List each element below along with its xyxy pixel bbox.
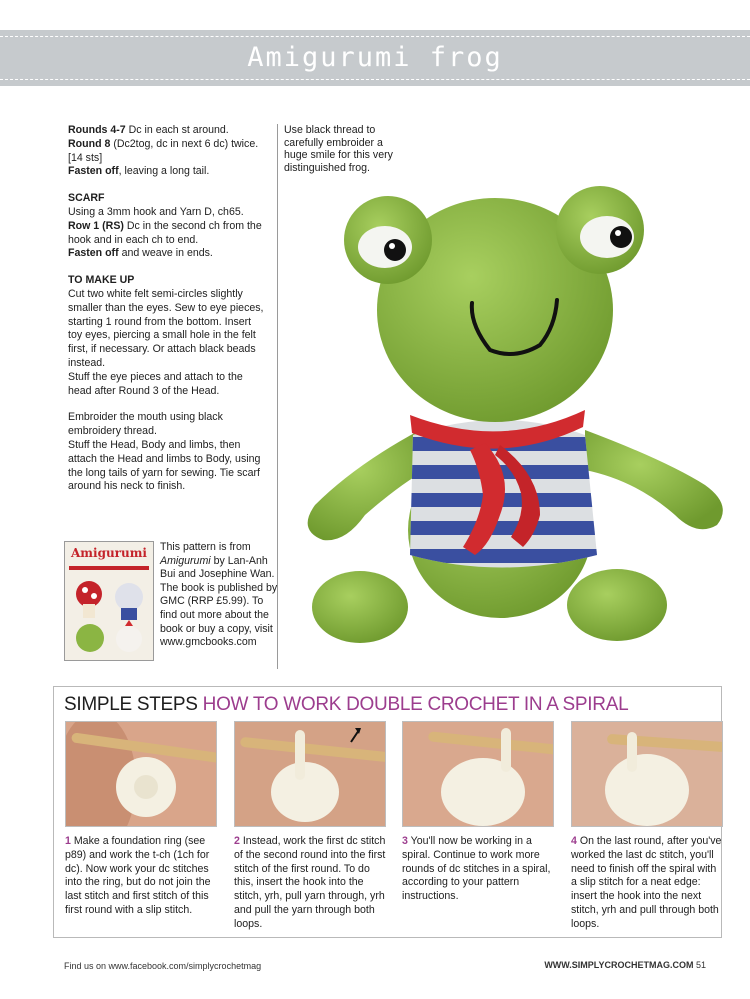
step-1-photo [65, 721, 217, 827]
footer-site-url: WWW.SIMPLYCROCHETMAG.COM [544, 960, 694, 970]
simple-steps-panel [53, 686, 722, 938]
scarf-block [68, 192, 268, 261]
step-3 [402, 721, 554, 904]
step-3-illustration [403, 722, 553, 826]
round-label: Fasten off [68, 165, 119, 178]
step-2-number: 2 [234, 835, 240, 847]
step-2 [234, 721, 386, 932]
makeup-heading: TO MAKE UP [68, 274, 135, 287]
round-label: Round 8 [68, 137, 111, 150]
book-cover-art [65, 542, 153, 660]
step-2-photo [234, 721, 386, 827]
frog-photo [285, 175, 735, 670]
title-stripe-top [0, 36, 750, 37]
step-2-text [234, 835, 386, 932]
scarf-row-label: Row 1 (RS) [68, 219, 124, 232]
book-note-post: by Lan-Anh Bui and Josephine Wan. The book is published by GMC (RRP £5.99). To find out more about the book or buy a copy, visit www.gmcbooks.com [160, 554, 278, 649]
step-2-illustration [235, 722, 385, 826]
steps-heading-title: HOW TO WORK DOUBLE CROCHET IN A SPIRAL [202, 694, 629, 715]
round-text: Dc in each st around. [125, 124, 229, 136]
photo-caption: Use black thread to carefully embroider a huge smile for this very distinguished frog. [284, 124, 393, 174]
scarf-row-text: Dc in the second ch from the hook and in each ch to end. [68, 219, 262, 246]
step-4-body: On the last round, after you've worked the last dc stitch, you'll need to finish off the spiral with a slip stitch for a neat edge: insert the hook into the next stitch, yrh and pull through both loops. [571, 835, 722, 930]
book-note-pre: This pattern is from [160, 541, 251, 553]
scarf-fasten-text: and weave in ends. [118, 247, 213, 260]
step-4-number: 4 [571, 835, 577, 847]
step-3-text [402, 835, 554, 904]
page-title: Amigurumi frog [247, 42, 503, 73]
step-2-body: Instead, work the first dc stitch of the second round into the first stitch of the first round. To do this, insert the hook into the stitch, yrh, pull yarn through, yrh and pull the yarn through both loops. [234, 835, 386, 930]
makeup-p1: Cut two white felt semi-circles slightly smaller than the eyes. Sew to eye pieces, starting 1 round from the bottom. Insert toy eyes, piercing a small hole in the felt first, if necessary. Or attach black beads instead. [68, 287, 264, 369]
book-cover-title: Amigurumi [71, 546, 147, 560]
step-4-photo [571, 721, 723, 827]
steps-heading [64, 694, 628, 716]
step-1-text [65, 835, 217, 918]
step-4 [571, 721, 723, 932]
round-label: Rounds 4-7 [68, 124, 126, 136]
makeup-block-2 [68, 411, 268, 494]
page-number: 51 [693, 960, 706, 970]
frog-illustration [285, 175, 735, 670]
step-3-body: You'll now be working in a spiral. Continue to work more rounds of dc stitches in a spiral, according to your pattern instructions. [402, 835, 551, 903]
title-stripe-bottom [0, 79, 750, 80]
book-note [160, 541, 278, 650]
step-1-number: 1 [65, 835, 71, 847]
title-bar [0, 30, 750, 86]
step-1 [65, 721, 217, 918]
makeup-p4: Stuff the Head, Body and limbs, then attach the Head and limbs to Body, using the long tails of yarn for sewing. Tie scarf around his neck to finish. [68, 438, 261, 493]
steps-heading-label: SIMPLE STEPS [64, 694, 198, 715]
makeup-p3: Embroider the mouth using black embroidery thread. [68, 411, 223, 438]
rounds-block [68, 124, 268, 179]
round-text: , leaving a long tail. [118, 165, 210, 178]
footer-site [544, 960, 706, 970]
pattern-column [68, 124, 268, 507]
step-3-photo [402, 721, 554, 827]
step-1-illustration [66, 722, 216, 826]
step-4-text [571, 835, 723, 932]
step-3-number: 3 [402, 835, 408, 847]
round-text: (Dc2tog, dc in next 6 dc) twice. [14 sts] [68, 137, 259, 164]
scarf-heading: SCARF [68, 192, 105, 205]
step-4-illustration [572, 722, 722, 826]
makeup-p2: Stuff the eye pieces and attach to the head after Round 3 of the Head. [68, 370, 243, 397]
footer-facebook: Find us on www.facebook.com/simplycrochetmag [64, 961, 262, 971]
makeup-block [68, 274, 268, 398]
step-1-body: Make a foundation ring (see p89) and work the t-ch (1ch for dc). Now work your dc stitches into the ring, but do not join the last stitch and first stitch of this first round with a slip stitch. [65, 835, 211, 916]
scarf-intro: Using a 3mm hook and Yarn D, ch65. [68, 205, 244, 218]
book-note-title: Amigurumi [160, 554, 211, 567]
scarf-fasten-label: Fasten off [68, 247, 119, 260]
book-cover-image [64, 541, 154, 661]
